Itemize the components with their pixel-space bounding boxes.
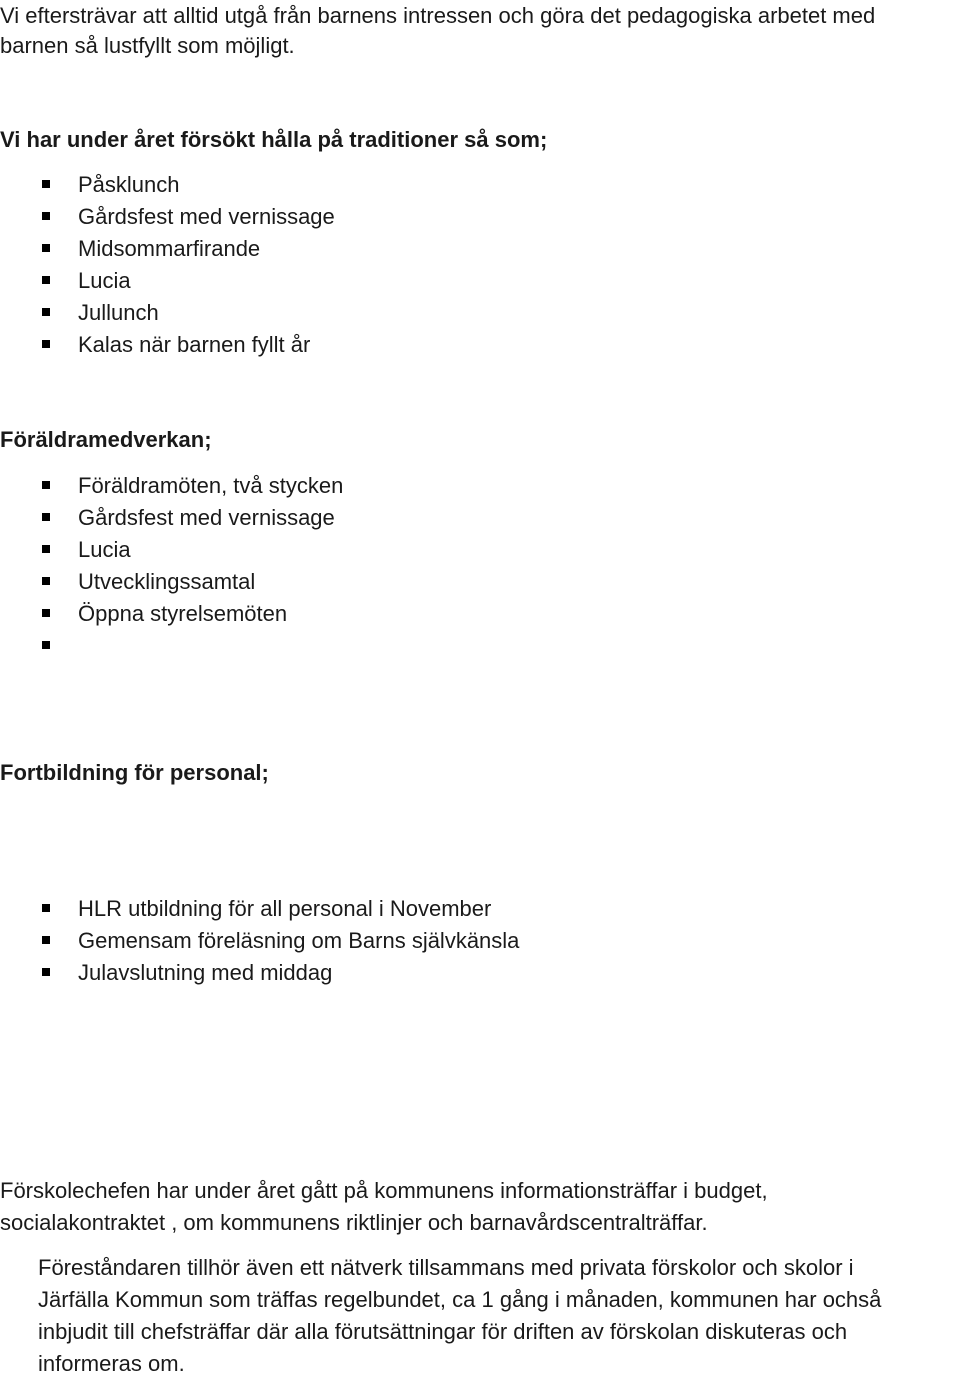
parents-heading: Föräldramedverkan;	[0, 427, 212, 452]
manager-line-2: socialakontraktet , om kommunens riktlinjer och barnavårdscentralträffar.	[0, 1210, 708, 1235]
training-list	[0, 893, 519, 989]
bullet-icon	[42, 481, 50, 489]
bullet-icon	[42, 340, 50, 348]
bullet-icon	[42, 904, 50, 912]
intro-line-1: Vi eftersträvar att alltid utgå från barnens intressen och göra det pedagogiska arbetet med	[0, 3, 876, 28]
director-line-3: inbjudit till chefsträffar där alla förutsättningar för driften av förskolan diskuteras och	[38, 1319, 848, 1344]
list-item: Gemensam föreläsning om Barns självkänsla	[0, 925, 519, 957]
bullet-icon	[42, 244, 50, 252]
list-item: Gårdsfest med vernissage	[0, 502, 343, 534]
bullet-icon	[42, 276, 50, 284]
intro-line-2: barnen så lustfyllt som möjligt.	[0, 33, 295, 58]
list-item: Gårdsfest med vernissage	[0, 201, 335, 233]
bullet-icon	[42, 212, 50, 220]
list-item: Föräldramöten, två stycken	[0, 470, 343, 502]
bullet-icon	[42, 308, 50, 316]
traditions-heading: Vi har under året försökt hålla på traditioner så som;	[0, 127, 548, 152]
director-line-2: Järfälla Kommun som träffas regelbundet, ca 1 gång i månaden, kommunen har ochså	[38, 1287, 882, 1312]
bullet-icon	[42, 513, 50, 521]
bullet-icon	[42, 641, 50, 649]
training-heading: Fortbildning för personal;	[0, 760, 269, 785]
bullet-icon	[42, 936, 50, 944]
list-item	[0, 630, 343, 662]
list-item: Jullunch	[0, 297, 335, 329]
bullet-icon	[42, 609, 50, 617]
bullet-icon	[42, 545, 50, 553]
list-item: Kalas när barnen fyllt år	[0, 329, 335, 361]
list-item: Julavslutning med middag	[0, 957, 519, 989]
list-item: Lucia	[0, 265, 335, 297]
parents-list	[0, 470, 343, 662]
director-line-4: informeras om.	[38, 1351, 185, 1376]
traditions-list	[0, 169, 335, 361]
list-item: Öppna styrelsemöten	[0, 598, 343, 630]
director-line-1: Föreståndaren tillhör även ett nätverk tillsammans med privata förskolor och skolor i	[38, 1255, 854, 1280]
list-item: Midsommarfirande	[0, 233, 335, 265]
bullet-icon	[42, 968, 50, 976]
manager-line-1: Förskolechefen har under året gått på kommunens informationsträffar i budget,	[0, 1178, 768, 1203]
bullet-icon	[42, 577, 50, 585]
list-item: Påsklunch	[0, 169, 335, 201]
list-item: Lucia	[0, 534, 343, 566]
bullet-icon	[42, 180, 50, 188]
list-item: HLR utbildning för all personal i November	[0, 893, 519, 925]
list-item: Utvecklingssamtal	[0, 566, 343, 598]
